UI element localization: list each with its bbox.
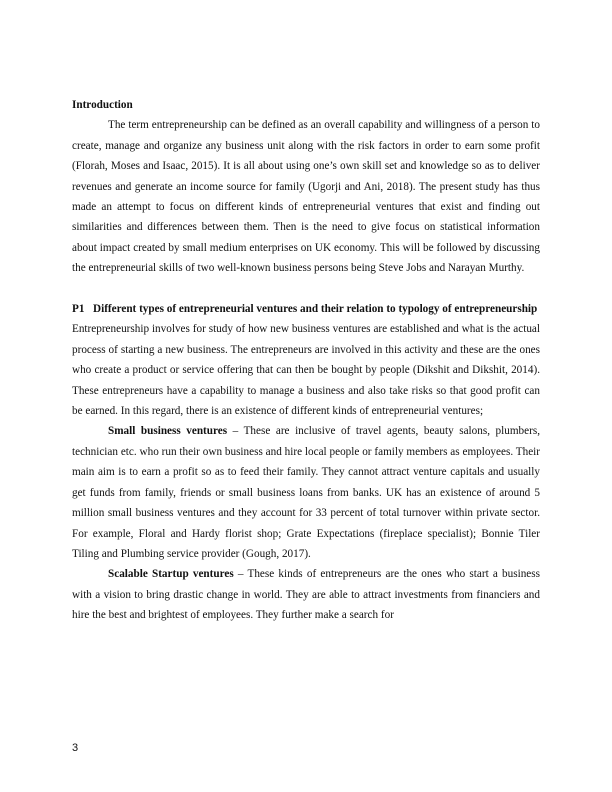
scalable-startup-label: Scalable Startup ventures	[108, 568, 234, 581]
p1-section-title: Different types of entrepreneurial ventures and their relation to typology of entrepreneurship	[93, 303, 538, 316]
introduction-paragraph: The term entrepreneurship can be defined as an overall capability and willingness of a person to create, manage and organize any business unit along with the risk factors in order to earn some profit (Florah, Moses and Isaac, 2015). It is all about using one’s own skill set and knowledge so as to deliver revenues and generate an income source for family (Ugorji and Ani, 2018). The present study has thus made an attempt to focus on different kinds of entrepreneurial ventures that exist and finding out similarities and differences between them. Then is the need to give focus on statistical information about impact created by small medium enterprises on UK economy. This will be followed by discussing the entrepreneurial skills of two well-known business persons being Steve Jobs and Narayan Murthy.	[72, 119, 540, 275]
scalable-startup-text: – These kinds of entrepreneurs are the ones who start a business with a vision to bring drastic change in world. They are able to attract investments from financiers and hire the best and brightest of employees. They further make a search for	[72, 568, 540, 622]
small-business-text: – These are inclusive of travel agents, beauty salons, plumbers, technician etc. who run their own business and hire local people or family members as employees. Their main aim is to earn a profit so as to feed their family. They cannot attract venture capitals and usually get funds from family, friends or small business loans from banks. UK has an existence of around 5 million small business ventures and they account for 33 percent of total turnover within private sector. For example, Floral and Hardy florist shop; Grate Expectations (fireplace specialist); Bonnie Tiler Tiling and Plumbing service provider (Gough, 2017).	[72, 425, 540, 560]
page-content	[72, 95, 540, 626]
scalable-startup-paragraph	[72, 564, 540, 625]
small-business-label: Small business ventures	[108, 425, 228, 438]
p1-paragraph: Entrepreneurship involves for study of how new business ventures are established and what is the actual process of starting a new business. The entrepreneurs are involved in this activity and these are the ones who create a product or service offering that can then be bought by people (Dikshit and Dikshit, 2014). These entrepreneurs have a capability to manage a business and also take risks so that good profit can be earned. In this regard, there is an existence of different kinds of entrepreneurial ventures;	[72, 323, 540, 418]
section-spacer	[72, 279, 540, 299]
small-business-paragraph	[72, 421, 540, 564]
p1-section-heading	[72, 299, 540, 319]
p1-section-number: P1	[72, 303, 85, 316]
page-number: 3	[72, 742, 79, 754]
introduction-heading: Introduction	[72, 99, 133, 111]
